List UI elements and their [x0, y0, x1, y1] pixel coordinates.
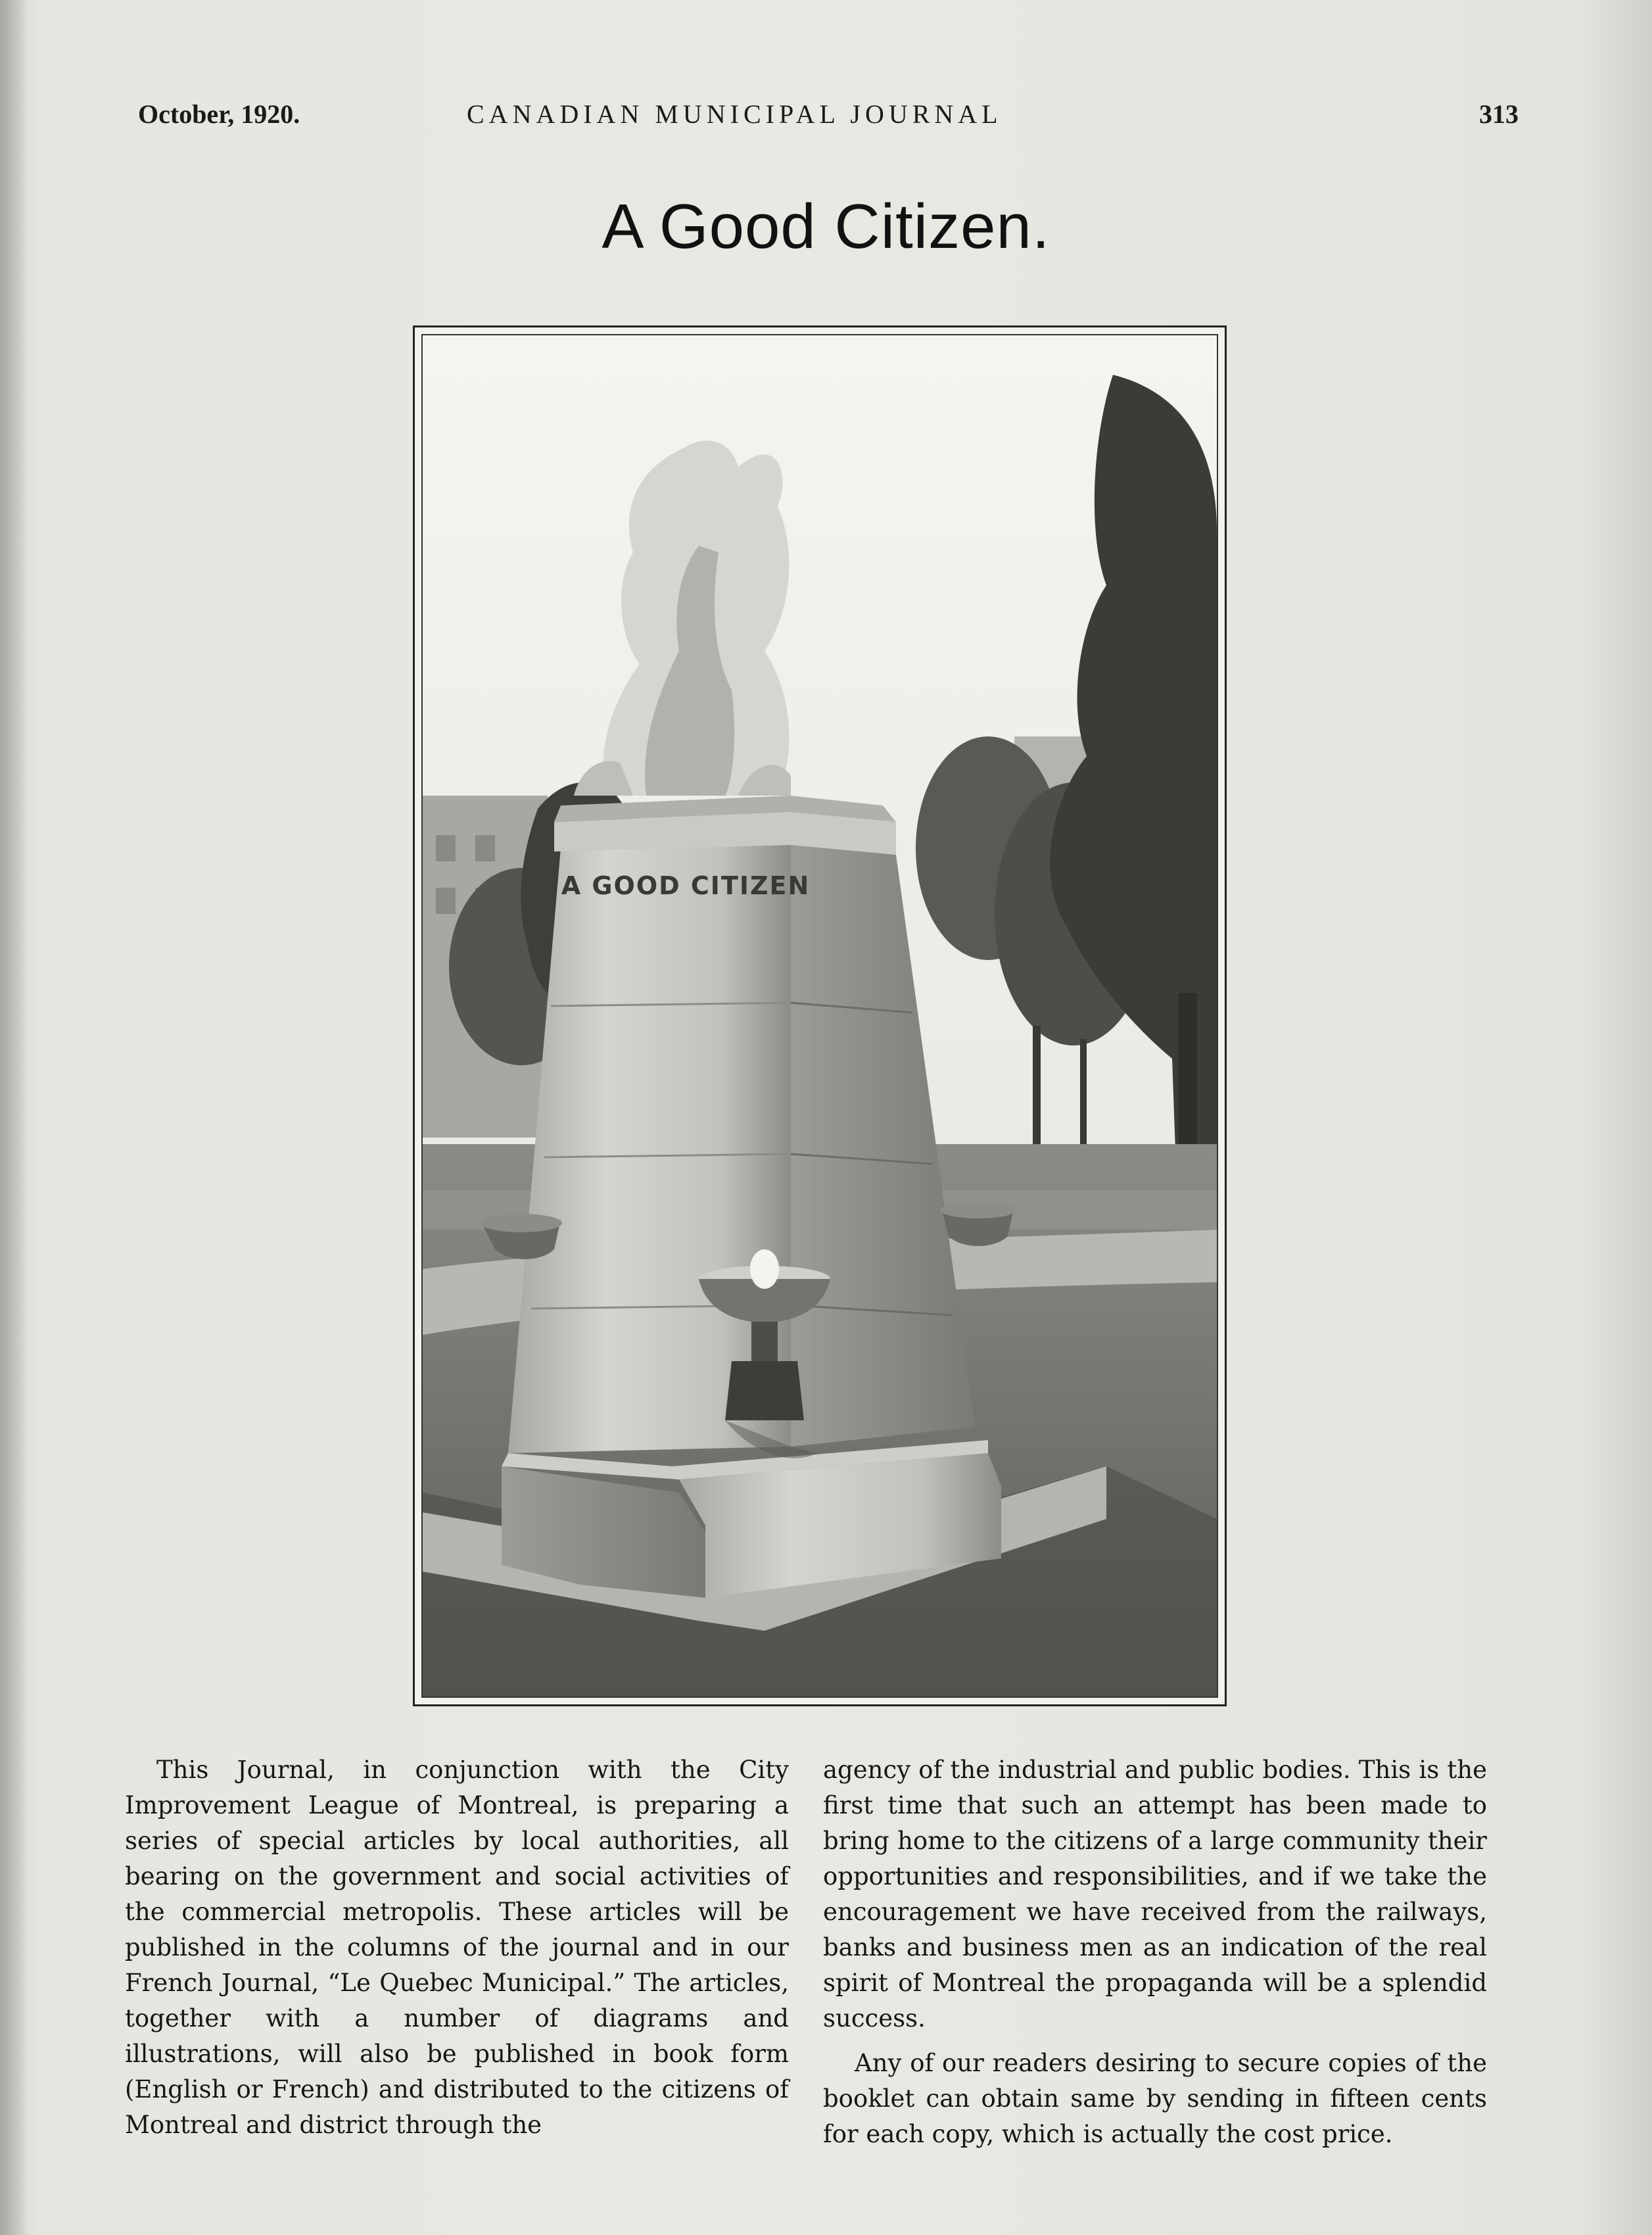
- journal-name: CANADIAN MUNICIPAL JOURNAL: [467, 99, 1003, 129]
- page-number: 313: [1479, 99, 1519, 129]
- binding-shadow: [0, 0, 26, 2235]
- running-head: [138, 99, 1519, 138]
- body-paragraph: agency of the industrial and public bodies. This is the first time that such an attempt has been made to bring home to the citizens of a large community their opportunities and responsibilities, and if we take the encouragement we have received from the railways, banks and business men as an indication of the real spirit of Montreal the propaganda will be a splendid success.: [823, 1756, 1487, 2032]
- pedestal-inscription: A GOOD CITIZEN: [561, 871, 811, 900]
- body-paragraph: This Journal, in conjunction with the City Improvement League of Montreal, is preparing a series of special articles by local authorities, all bearing on the government and social activities of the commercial metropolis. These articles will be published in the columns of the journal and in our French Journal, “Le Quebec Municipal.” The articles, together with a number of diagrams and illustrations, will also be published in book form (English or French) and distributed to the citizens of Montreal and district through the: [125, 1756, 789, 2139]
- article-title: A Good Citizen.: [602, 191, 1050, 262]
- article-column-right: [823, 1752, 1487, 2161]
- issue-date: October, 1920.: [138, 99, 300, 129]
- drinking-fountain-photo: [421, 334, 1218, 1698]
- article-column-left: [125, 1752, 789, 2152]
- body-paragraph: Any of our readers desiring to secure copies of the booklet can obtain same by sending in fifteen cents for each copy, which is actually the cost price.: [823, 2049, 1487, 2148]
- photo-frame: [413, 325, 1227, 1706]
